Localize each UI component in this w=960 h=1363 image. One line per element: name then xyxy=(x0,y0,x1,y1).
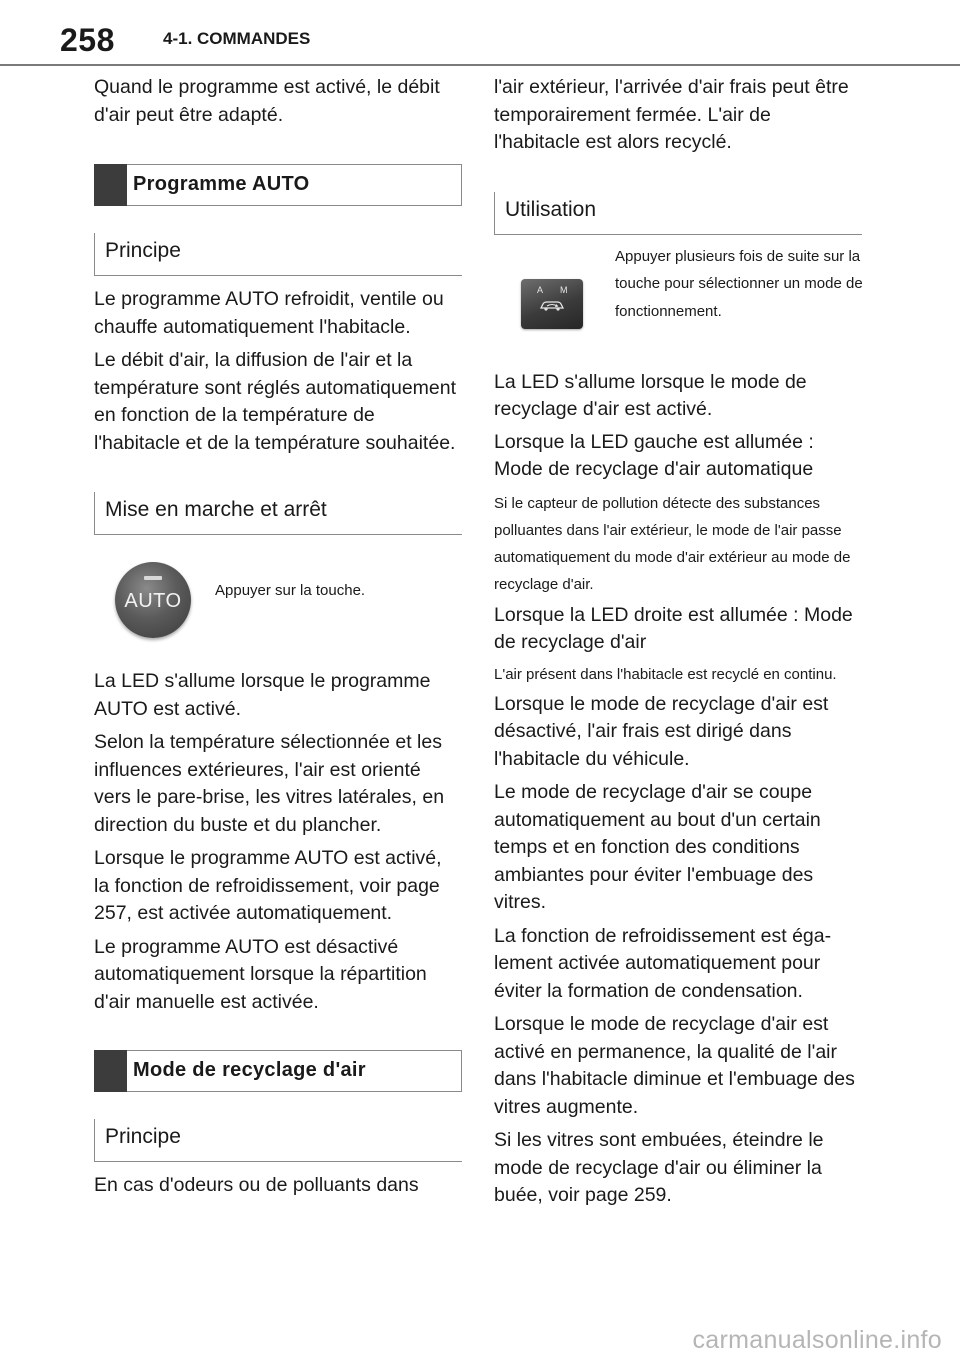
subheading-usage xyxy=(494,192,862,235)
paragraph: Lorsque le mode de recyclage d'air est activé en permanence, la qualité de l'air dans l'habitacle diminue et l'embuage des vitres augmente. xyxy=(494,1013,855,1118)
auto-button-row xyxy=(94,560,462,656)
car-recirculation-icon xyxy=(538,298,566,312)
subheading-label: Utilisation xyxy=(505,197,597,221)
paragraph: Le programme AUTO est désactivé automatiquement lorsque la répartition d'air manuelle est activée. xyxy=(94,935,427,1013)
subheading-label: Mise en marche et arrêt xyxy=(105,498,327,521)
paragraph: La fonction de refroidissement est également activée automatiquement pour éviter la formation de condensation. xyxy=(494,924,832,1002)
led-indicator xyxy=(144,576,162,580)
button-caption: Appuyer sur la touche. xyxy=(215,582,366,599)
page-header xyxy=(0,0,960,66)
watermark: carmanualsonline.info xyxy=(692,1326,942,1354)
page-number: 258 xyxy=(60,22,115,58)
led-label-a: A xyxy=(537,284,544,295)
paragraph: La LED s'allume lorsque le programme AUTO est activé. xyxy=(94,670,431,720)
paragraph: Le mode de recyclage d'air se coupe automatiquement au bout d'un certain temps et en fonction des conditions ambiantes pour éviter l'embuage des vitres. xyxy=(494,781,821,913)
led-label-m: M xyxy=(560,284,568,295)
section-auto-program xyxy=(94,164,462,206)
subheading-principle xyxy=(94,233,462,276)
subheading-principle xyxy=(94,1119,462,1162)
paragraph: Selon la température sélectionnée et les influences extérieures, l'air est orienté vers le pare-brise, les vitres latérales, en direction du buste et du plancher. xyxy=(94,731,445,836)
paragraph: Le programme AUTO refroidit, ventile ou chauffe automatiquement l'habitacle. xyxy=(94,288,444,338)
subheading-label: Principe xyxy=(105,1125,181,1148)
auto-button-icon xyxy=(115,562,191,638)
intro-paragraph: Quand le programme est activé, le débit d'air peut être adapté. xyxy=(94,76,440,126)
note-paragraph: Si le capteur de pollution détecte des substances polluantes dans l'air extérieur, le mode de l'air passe automatiquement du mode d'air extérieur au mode de recyclage d'air. xyxy=(494,494,851,593)
chapter-title: 4-1. COMMANDES xyxy=(163,29,311,48)
subheading-on-off xyxy=(94,492,462,535)
right-column xyxy=(494,74,862,1210)
recirculation-button-icon xyxy=(521,279,583,329)
section-tab xyxy=(94,164,127,206)
paragraph: Lorsque la LED gauche est allumée : Mode de recyclage d'air automatique xyxy=(494,430,814,480)
paragraph: Si les vitres sont embuées, éteindre le mode de recyclage d'air ou éliminer la buée, voir page 259. xyxy=(494,1129,824,1206)
paragraph: Lorsque le mode de recyclage d'air est désactivé, l'air frais est dirigé dans l'habitacle du véhicule. xyxy=(494,692,829,770)
button-caption: Appuyer plusieurs fois de suite sur la touche pour sélectionner un mode de fonctionnement. xyxy=(615,247,863,320)
paragraph: Le débit d'air, la diffusion de l'air et la température sont réglés automatiquement en fonction de la température de l'habitacle et de la température souhaitée. xyxy=(94,349,457,454)
section-tab xyxy=(94,1050,127,1092)
recirculation-button-row xyxy=(494,243,862,361)
paragraph: En cas d'odeurs ou de polluants dans xyxy=(94,1174,419,1196)
section-recirculation xyxy=(94,1050,462,1092)
section-title: Mode de recyclage d'air xyxy=(133,1059,366,1081)
paragraph: Lorsque le programme AUTO est activé, la fonction de refroidissement, voir page 257, est activée automatiquement. xyxy=(94,847,442,924)
header-rule xyxy=(0,64,960,66)
subheading-label: Principe xyxy=(105,239,181,262)
paragraph: Lorsque la LED droite est allumée : Mode de recyclage d'air xyxy=(494,603,853,653)
left-column xyxy=(94,74,462,1200)
paragraph: La LED s'allume lorsque le mode de recyclage d'air est activé. xyxy=(494,370,807,420)
paragraph: l'air extérieur, l'arrivée d'air frais peut être temporairement fermée. L'air de l'habitacle est alors recyclé. xyxy=(494,76,849,153)
auto-button-text: AUTO xyxy=(124,590,182,612)
section-title: Programme AUTO xyxy=(133,173,310,195)
note-paragraph: L'air présent dans l'habitacle est recyclé en continu. xyxy=(494,665,837,683)
